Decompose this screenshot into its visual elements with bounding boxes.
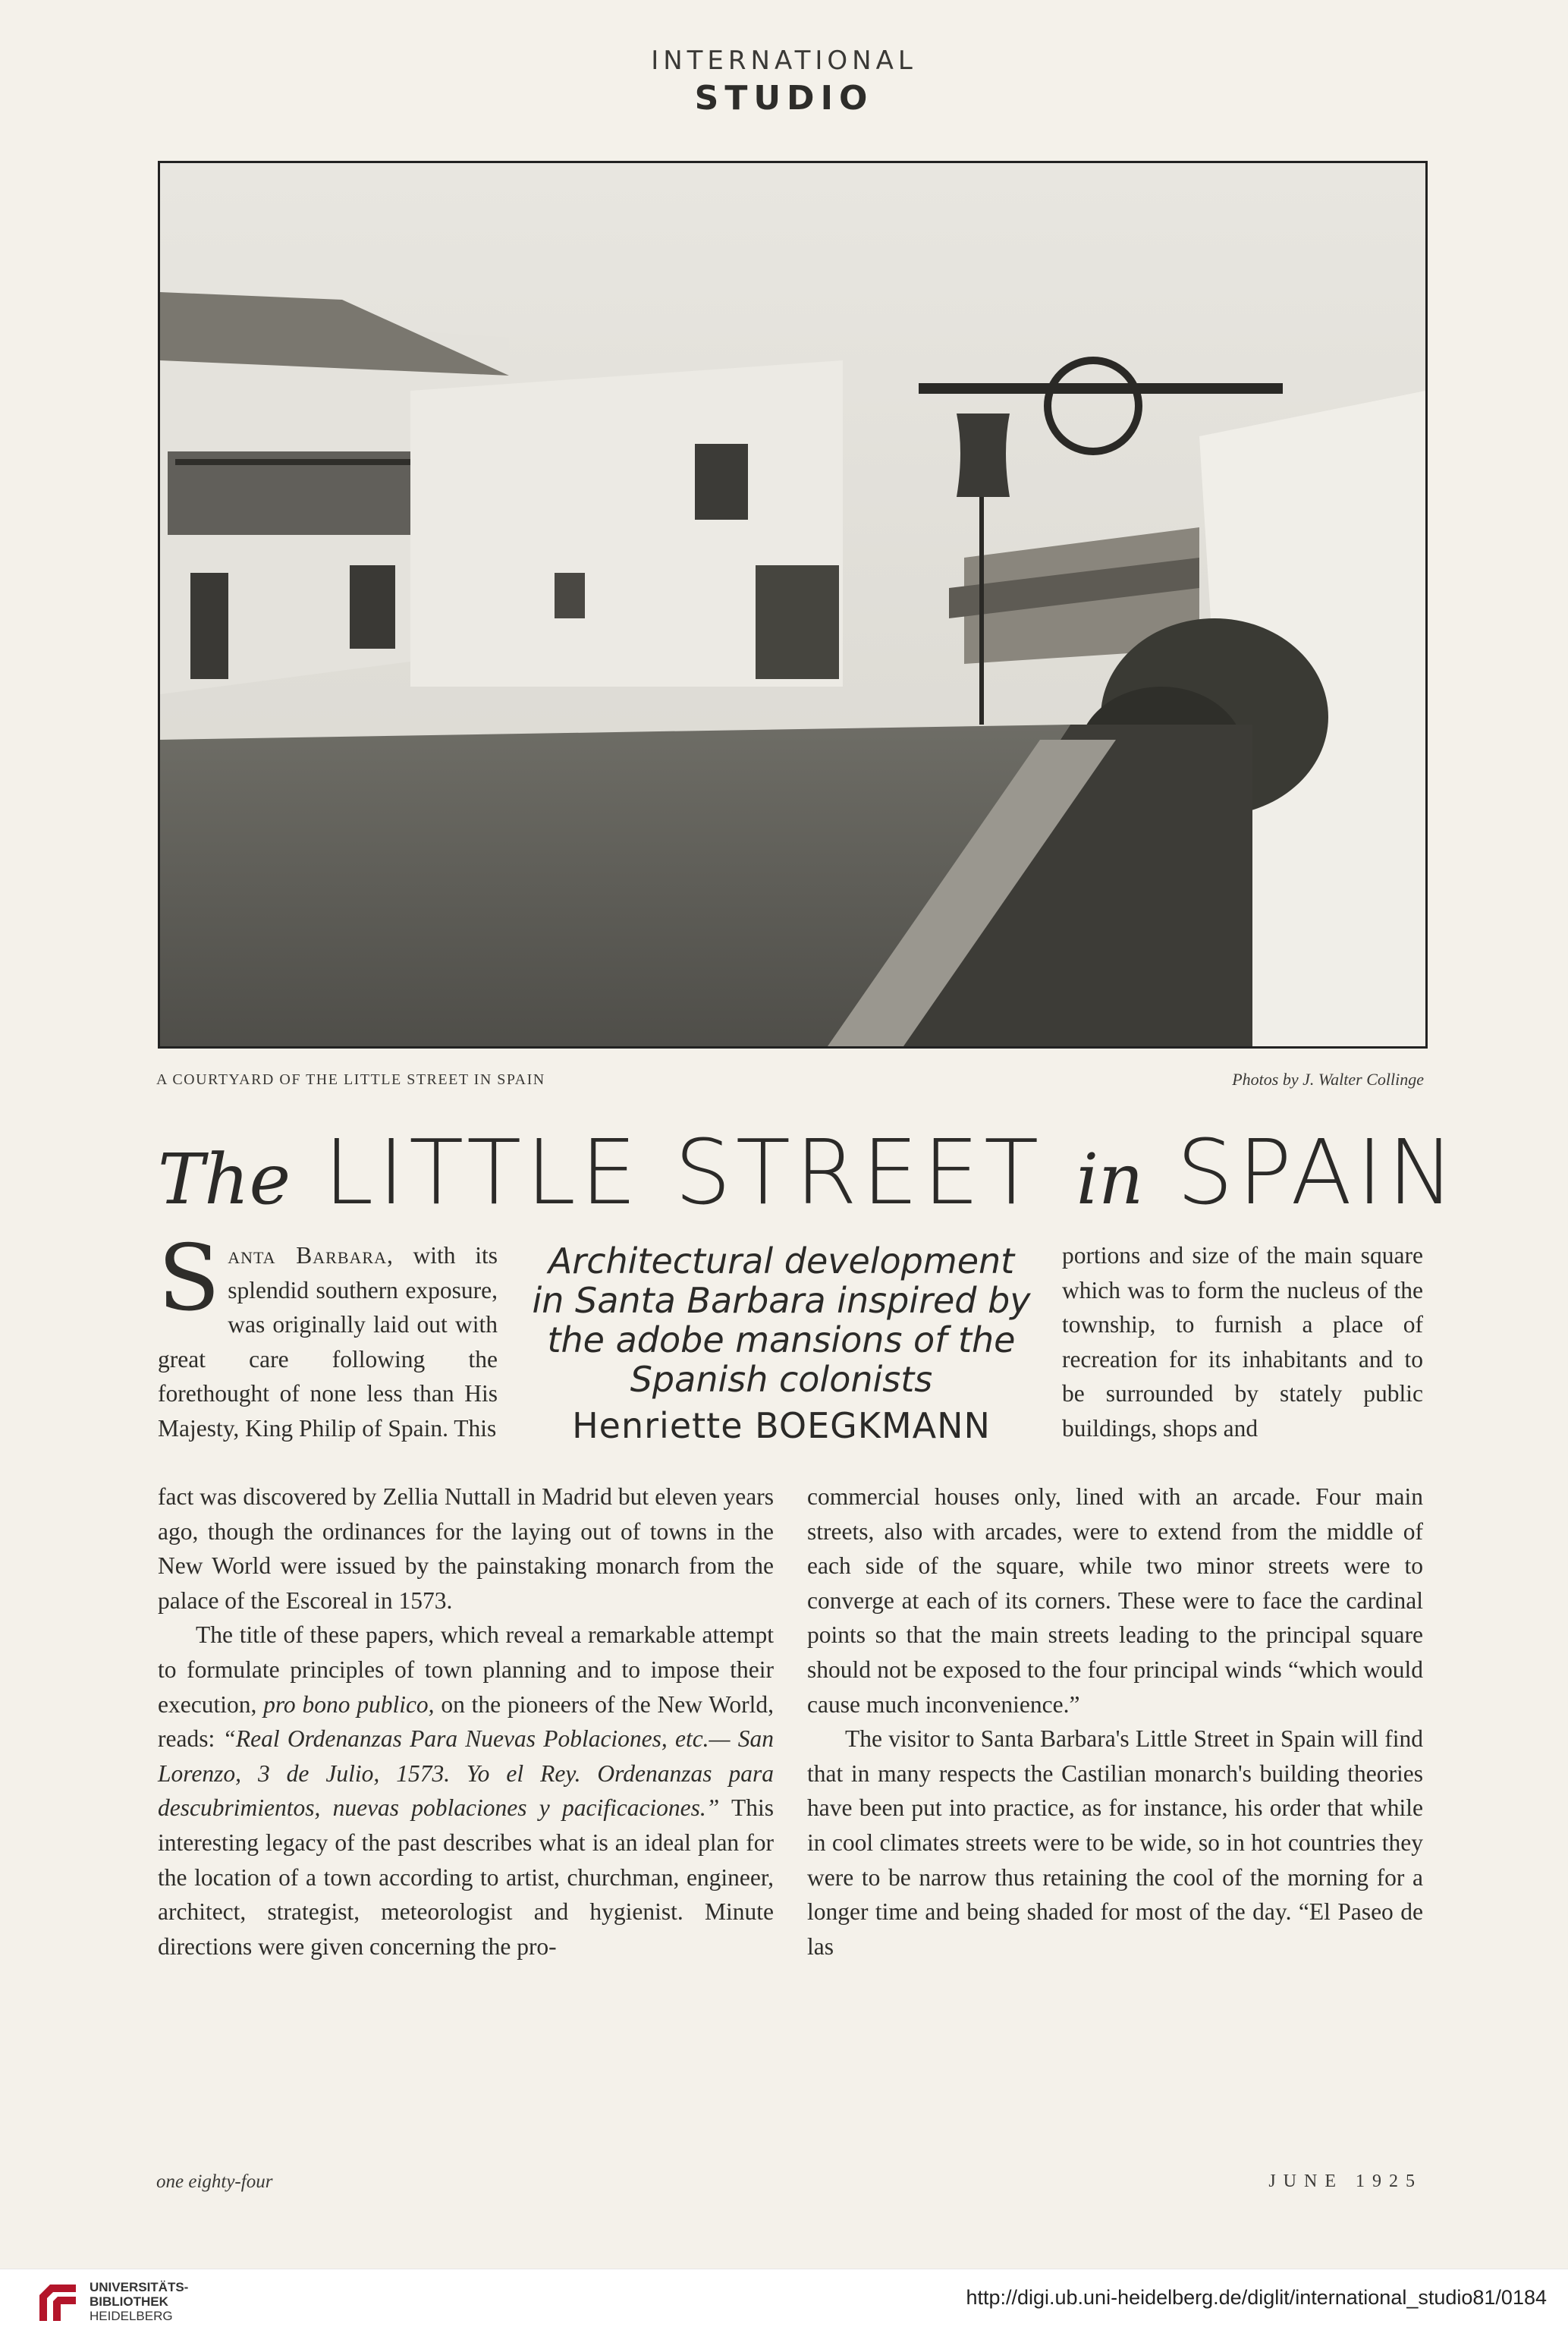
right-paragraph-1: commercial houses only, lined with an arcade. Four main streets, also with arcades, were to extend from the middle of each side of the square, while two minor streets were to converge at each of its corners. These were to face the cardinal points so that the main streets leading to the principal square should not be exposed to the four principal winds “which would cause much inconvenience.” [807,1483,1423,1718]
source-url-link[interactable]: http://digi.ub.uni-heidelberg.de/diglit/international_studio81/0184 [966,2286,1547,2309]
column-right-top [1062,1238,1423,1446]
courtyard-photo [158,161,1428,1049]
library-line-1: UNIVERSITÄTS- [90,2280,189,2294]
library-name [90,2280,188,2323]
left-p2-italic-2: “Real Ordenanzas Para Nuevas Poblaciones, etc.— San Lorenzo, 3 de Julio, 1573. Yo el Rey. Ordenanzas para descubrimientos, nuevas poblaciones y pacificaciones.” [158,1725,775,1822]
masthead-studio: STUDIO [694,79,874,118]
headline-in: in [1076,1139,1144,1220]
column-left [158,1480,774,1964]
masthead-international: INTERNATIONAL [651,46,917,76]
library-line-3: HEIDELBERG [90,2309,173,2323]
left-paragraph-1: fact was discovered by Zellia Nuttall in Madrid but eleven years ago, though the ordinances for the laying out of towns in the New World were issued by the painstaking monarch from the palace of the Escoreal in 1573. [158,1483,774,1614]
column-left-top [158,1226,498,1446]
drop-cap: S [158,1226,221,1332]
right-top-paragraph: portions and size of the main square which was to form the nucleus of the township, to furnish a place of recreation for its inhabitants and to be surrounded by stately public buildings, shops and [1062,1242,1423,1442]
left-paragraph-2 [158,1618,774,1964]
article-subtitle: Architectural development in Santa Barbara inspired by the adobe mansions of the Spanish colonists [532,1241,1031,1400]
lead-smallcaps: anta Barbara, [228,1242,394,1269]
photo-credit: Photos by J. Walter Collinge [1232,1070,1424,1089]
library-logo-icon [36,2281,79,2324]
photo-caption: A COURTYARD OF THE LITTLE STREET IN SPAIN [156,1071,545,1088]
left-p2-text-2: on the pioneers of the New World, reads: [158,1690,775,1753]
library-line-2: BIBLIOTHEK [90,2294,168,2309]
column-right [807,1480,1423,1964]
page-number: one eighty-four [156,2171,273,2192]
left-p2-italic-1: pro bono publico, [263,1690,435,1718]
headline-little-street: LITTLE STREET [323,1120,1044,1225]
article-byline: Henriette BOEGKMANN [572,1405,991,1446]
headline-the: The [158,1139,291,1220]
left-p2-text-3: This interesting legacy of the past describes what is an ideal plan for the location of a town according to artist, churchman, engineer, architect, strategist, meteorologist and hygienist. Minute directions were given concerning the pro- [158,1794,775,1960]
lead-text: with its splendid southern exposure, was originally laid out with great care following the forethought of none less than His Majesty, King Philip of Spain. This [158,1242,498,1442]
courtyard-illustration [160,163,1425,1046]
issue-date: JUNE 1925 [1268,2171,1422,2191]
article-headline [158,1120,1460,1225]
digitization-footer [0,2269,1568,2327]
right-paragraph-2: The visitor to Santa Barbara's Little Street in Spain will find that in many respects the Castilian monarch's building theories have been put into practice, as for instance, his order that while in cool climates streets were to be wide, so in hot countries they were to be narrow thus retaining the cool of the morning for a longer time and being shaded for most of the day. “El Paseo de las [807,1725,1423,1960]
headline-spain: SPAIN [1176,1120,1460,1225]
left-p2-text-1: The title of these papers, which reveal a remarkable attempt to formulate principles of town planning and to impose their execution, [158,1621,774,1718]
